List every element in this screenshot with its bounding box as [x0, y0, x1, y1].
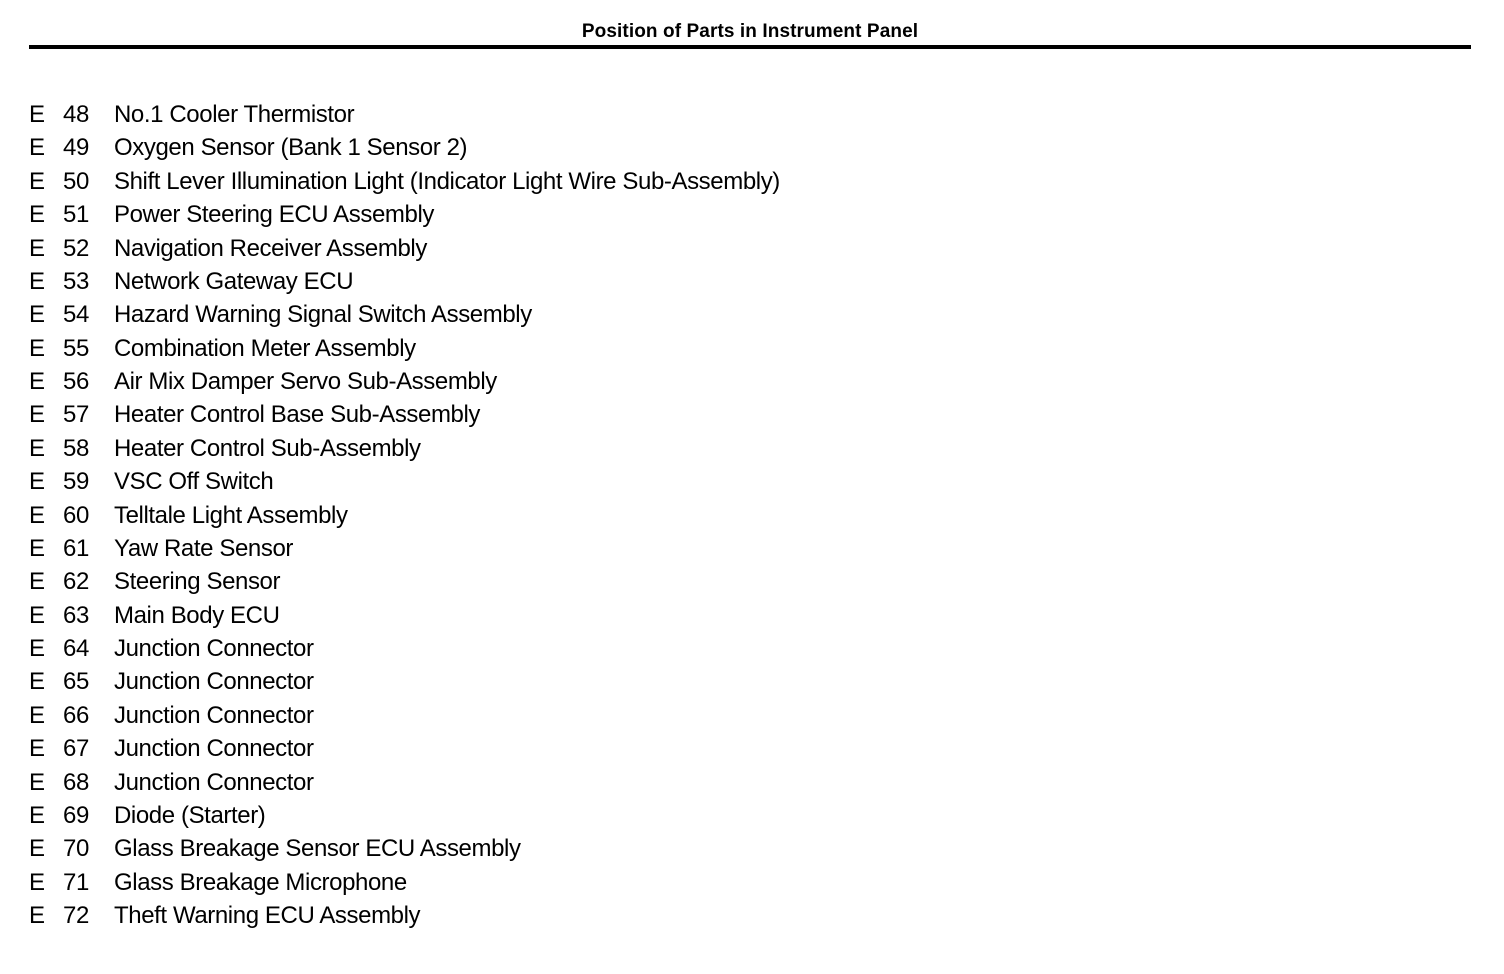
part-number: 53	[63, 267, 89, 295]
part-number: 54	[63, 301, 89, 329]
part-number: 68	[63, 768, 89, 796]
part-name: Steering Sensor	[114, 568, 281, 596]
part-name: Combination Meter Assembly	[114, 334, 416, 362]
part-name: Junction Connector	[114, 635, 314, 662]
part-number: 72	[63, 902, 89, 929]
part-code: E	[29, 534, 45, 562]
part-number: 48	[63, 101, 89, 128]
part-number: 65	[63, 668, 89, 696]
part-code: E	[29, 768, 45, 796]
part-name: Network Gateway ECU	[114, 267, 354, 295]
part-code: E	[29, 801, 45, 829]
part-name: Junction Connector	[114, 668, 314, 696]
part-code: E	[29, 234, 45, 262]
part-number: 49	[63, 134, 89, 162]
part-number: 64	[63, 635, 89, 662]
part-number: 67	[63, 735, 89, 763]
part-number: 55	[63, 334, 89, 362]
part-code: E	[29, 501, 45, 529]
part-number: 66	[63, 701, 89, 729]
part-code: E	[29, 334, 45, 362]
part-code: E	[29, 635, 45, 662]
part-name: Air Mix Damper Servo Sub-Assembly	[114, 368, 497, 395]
part-name: Main Body ECU	[114, 601, 280, 629]
part-number: 69	[63, 801, 89, 829]
part-name: Shift Lever Illumination Light (Indicator Light Wire Sub-Assembly)	[114, 167, 780, 195]
part-code: E	[29, 201, 45, 229]
part-number: 50	[63, 167, 89, 195]
part-name: No.1 Cooler Thermistor	[114, 101, 355, 128]
part-code: E	[29, 735, 45, 763]
page-header	[29, 0, 1471, 48]
part-code: E	[29, 301, 45, 329]
part-name: Glass Breakage Microphone	[114, 868, 407, 896]
part-code: E	[29, 668, 45, 696]
part-name: Junction Connector	[114, 701, 314, 729]
part-code: E	[29, 701, 45, 729]
part-name: Power Steering ECU Assembly	[114, 201, 434, 229]
part-code: E	[29, 835, 45, 863]
part-code: E	[29, 902, 45, 929]
part-number: 70	[63, 835, 89, 863]
part-name: Navigation Receiver Assembly	[114, 234, 427, 262]
part-name: Hazard Warning Signal Switch Assembly	[114, 301, 532, 329]
part-number: 56	[63, 368, 89, 395]
part-name: Junction Connector	[114, 768, 314, 796]
part-number: 51	[63, 201, 89, 229]
part-code: E	[29, 434, 45, 462]
part-number: 71	[63, 868, 89, 896]
part-number: 63	[63, 601, 89, 629]
part-code: E	[29, 167, 45, 195]
part-number: 60	[63, 501, 89, 529]
part-code: E	[29, 267, 45, 295]
part-code: E	[29, 401, 45, 429]
part-code: E	[29, 101, 45, 128]
part-number: 61	[63, 534, 89, 562]
part-code: E	[29, 468, 45, 496]
part-code: E	[29, 868, 45, 896]
part-name: Theft Warning ECU Assembly	[114, 902, 421, 929]
part-name: Telltale Light Assembly	[114, 501, 348, 529]
part-number: 62	[63, 568, 89, 596]
part-code: E	[29, 601, 45, 629]
part-name: Heater Control Base Sub-Assembly	[114, 401, 481, 429]
part-number: 52	[63, 234, 89, 262]
part-name: Heater Control Sub-Assembly	[114, 434, 421, 462]
part-number: 58	[63, 434, 89, 462]
part-number: 59	[63, 468, 89, 496]
part-code: E	[29, 568, 45, 596]
title-rule	[29, 45, 1471, 49]
part-name: Diode (Starter)	[114, 801, 266, 829]
part-name: Yaw Rate Sensor	[114, 534, 293, 562]
part-name: VSC Off Switch	[114, 468, 274, 496]
part-number: 57	[63, 401, 89, 429]
part-code: E	[29, 134, 45, 162]
page-title: Position of Parts in Instrument Panel	[581, 21, 919, 42]
part-code: E	[29, 368, 45, 395]
part-name: Junction Connector	[114, 735, 314, 763]
part-name: Oxygen Sensor (Bank 1 Sensor 2)	[114, 134, 468, 162]
part-name: Glass Breakage Sensor ECU Assembly	[114, 835, 521, 863]
